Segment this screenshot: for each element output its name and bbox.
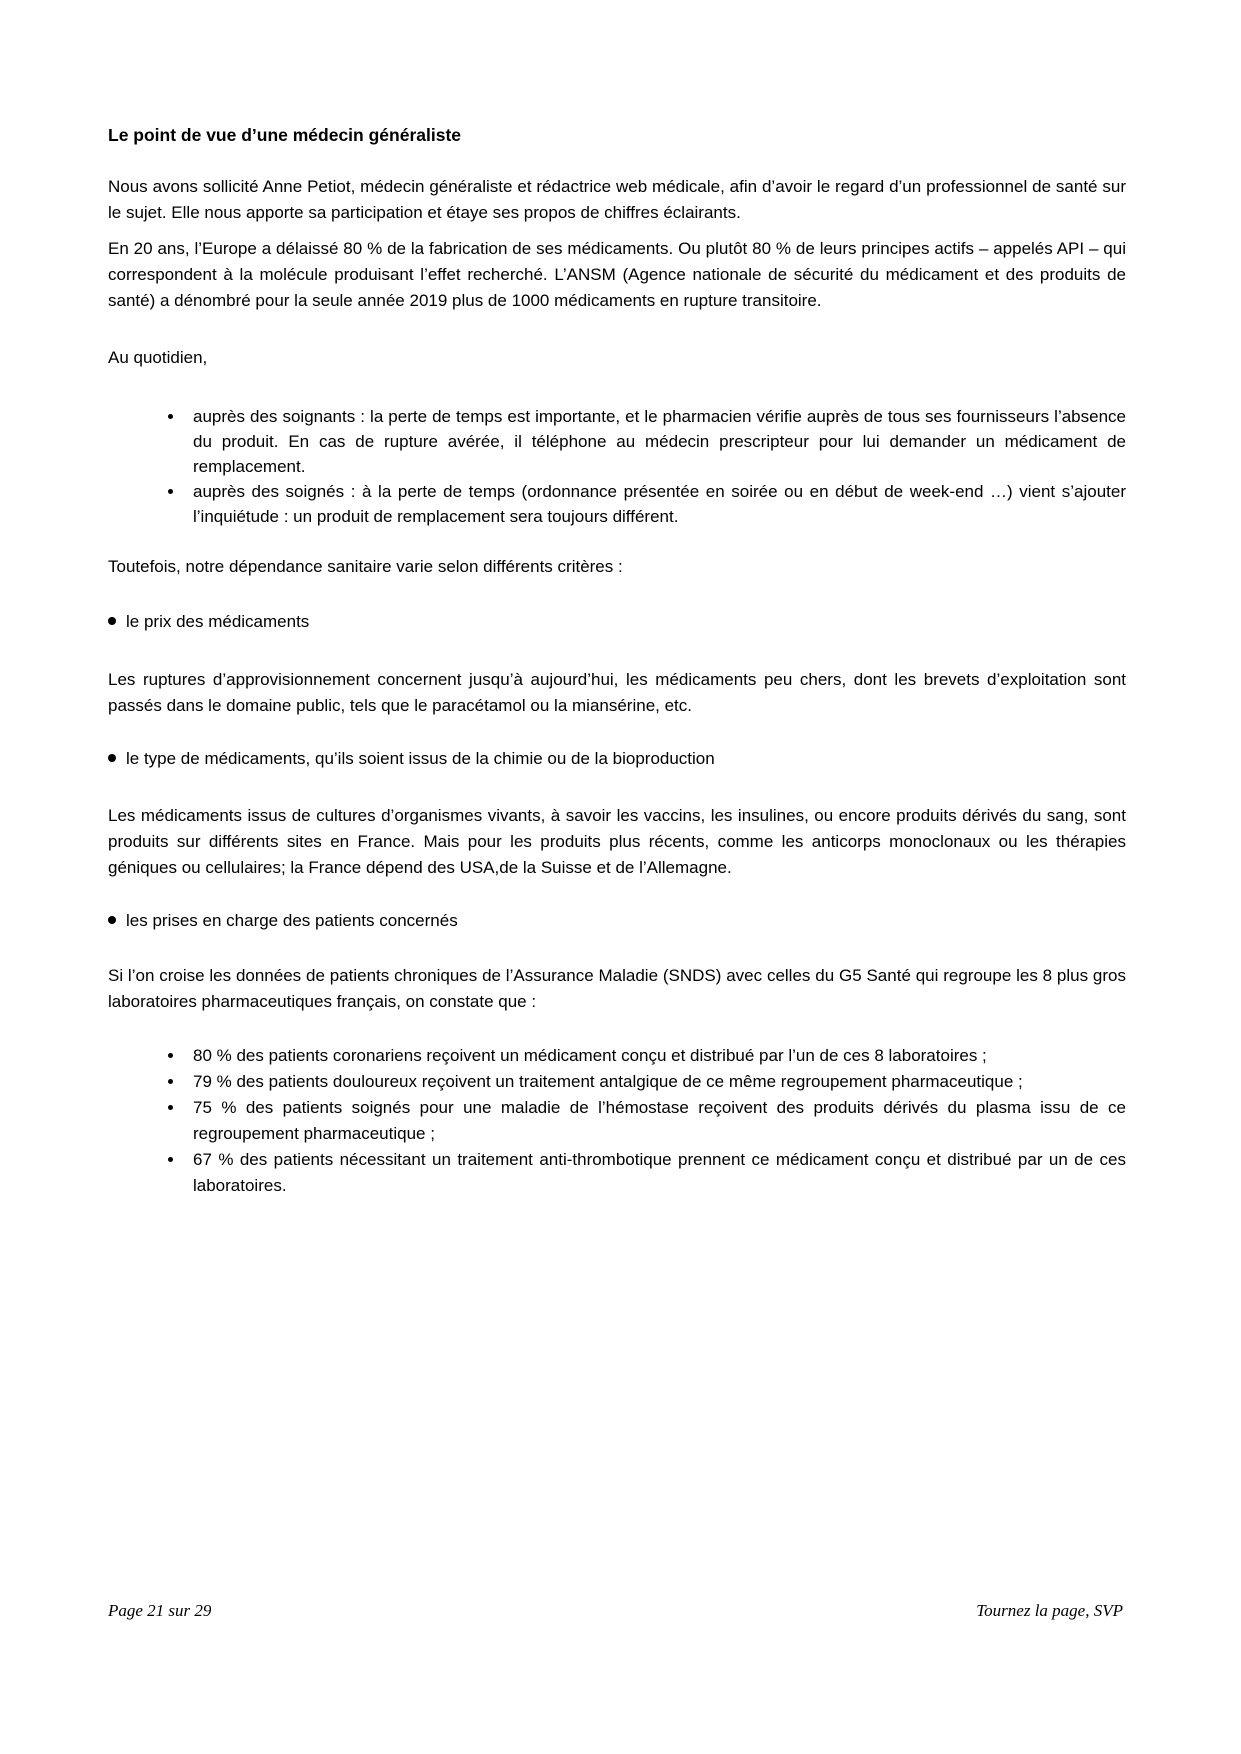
criterion-label	[108, 908, 1126, 934]
criterion-label-text: le prix des médicaments	[126, 612, 310, 631]
page-footer	[108, 1598, 1123, 1624]
list-item	[108, 404, 1126, 479]
bullet-icon	[108, 617, 116, 625]
criterion-body: Les médicaments issus de cultures d’organismes vivants, à savoir les vaccins, les insulines, ou encore produits dérivés du sang, sont produits sur différents sites en France. Mais pour les produits plus récents, comme les anticorps monoclonaux ou les thérapies géniques ou cellulaires; la France dépend des USA,de la Suisse et de l’Allemagne.	[108, 806, 1126, 877]
daily-intro-line: Au quotidien,	[108, 348, 208, 367]
bullet-icon	[168, 489, 173, 494]
criterion-label	[108, 609, 1126, 635]
bullet-icon	[108, 916, 116, 924]
bullet-icon	[108, 754, 116, 762]
list-item	[108, 1095, 1126, 1147]
footer-turn-instruction: Tournez la page, SVP	[976, 1601, 1123, 1620]
intro-paragraph: Nous avons sollicité Anne Petiot, médecin généraliste et rédactrice web médicale, afin d’avoir le regard d’un professionnel de santé sur le sujet. Elle nous apporte sa participation et étaye ses propos de chiffres éclairants.	[108, 177, 1126, 222]
criteria-intro-line: Toutefois, notre dépendance sanitaire varie selon différents critères :	[108, 557, 623, 576]
list-item	[108, 1043, 1126, 1069]
list-item	[108, 479, 1126, 529]
list-item-text: 79 % des patients douloureux reçoivent un traitement antalgique de ce même regroupement pharmaceutique ;	[193, 1072, 1023, 1091]
list-item-text: 80 % des patients coronariens reçoivent un médicament conçu et distribué par l’un de ces 8 laboratoires ;	[193, 1046, 987, 1065]
daily-bullet-list	[108, 404, 1126, 529]
criterion-body: Si l’on croise les données de patients chroniques de l’Assurance Maladie (SNDS) avec celles du G5 Santé qui regroupe les 8 plus gros laboratoires pharmaceutiques français, on constate que :	[108, 966, 1126, 1011]
list-item-text: auprès des soignants : la perte de temps est importante, et le pharmacien vérifie auprès de tous ses fournisseurs l’absence du produit. En cas de rupture avérée, il téléphone au médecin prescripteur pour lui demander un médicament de remplacement.	[193, 407, 1126, 476]
bullet-icon	[168, 1053, 173, 1058]
footer-page-number: Page 21 sur 29	[108, 1601, 212, 1620]
list-item-text: 75 % des patients soignés pour une maladie de l’hémostase reçoivent des produits dérivés du plasma issu de ce regroupement pharmaceutique ;	[193, 1098, 1126, 1143]
bullet-icon	[168, 414, 173, 419]
bullet-icon	[168, 1079, 173, 1084]
section-heading: Le point de vue d’une médecin généraliste	[108, 125, 461, 145]
list-item-text: 67 % des patients nécessitant un traitement anti-thrombotique prennent ce médicament conçu et distribué par un de ces laboratoires.	[193, 1150, 1126, 1195]
criterion-body: Les ruptures d’approvisionnement concernent jusqu’à aujourd’hui, les médicaments peu chers, dont les brevets d’exploitation sont passés dans le domaine public, tels que le paracétamol ou la miansérine, etc.	[108, 670, 1126, 715]
criterion-label-text: les prises en charge des patients concernés	[126, 911, 458, 930]
document-content	[108, 0, 1126, 1199]
list-item	[108, 1069, 1126, 1095]
list-item	[108, 1147, 1126, 1199]
stats-bullet-list	[108, 1043, 1126, 1199]
bullet-icon	[168, 1105, 173, 1110]
bullet-icon	[168, 1157, 173, 1162]
criterion-label-text: le type de médicaments, qu’ils soient issus de la chimie ou de la bioproduction	[126, 749, 715, 768]
criterion-label	[108, 746, 1126, 772]
list-item-text: auprès des soignés : à la perte de temps (ordonnance présentée en soirée ou en début de week-end …) vient s’ajouter l’inquiétude : un produit de remplacement sera toujours différent.	[193, 482, 1126, 526]
context-paragraph: En 20 ans, l’Europe a délaissé 80 % de la fabrication de ses médicaments. Ou plutôt 80 % de leurs principes actifs – appelés API – qui correspondent à la molécule produisant l’effet recherché. L’ANSM (Agence nationale de sécurité du médicament et des produits de santé) a dénombré pour la seule année 2019 plus de 1000 médicaments en rupture transitoire.	[108, 239, 1126, 310]
